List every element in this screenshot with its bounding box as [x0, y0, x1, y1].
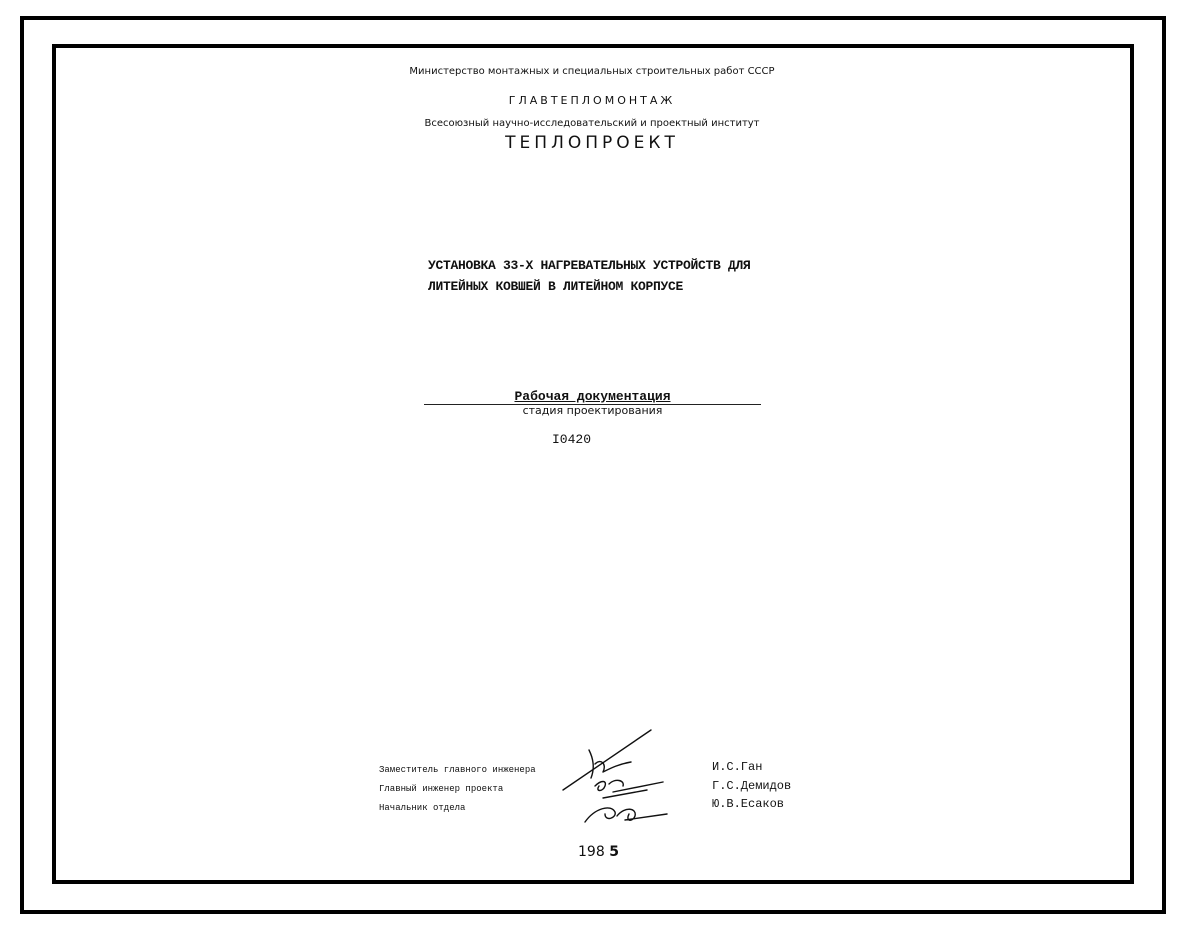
signature-3 — [585, 808, 667, 822]
agency-name: ГЛАВТЕПЛОМОНТАЖ — [508, 94, 676, 107]
signature-1 — [563, 730, 651, 790]
documentation-stage: стадия проектирования — [522, 404, 663, 417]
year-printed: 198 — [578, 844, 605, 860]
document-title-line-2: ЛИТЕЙНЫХ КОВШЕЙ В ЛИТЕЙНОМ КОРПУСЕ — [428, 279, 684, 294]
signatory-name: Ю.В.Есаков — [712, 797, 785, 811]
signatory-role: Начальник отдела — [379, 803, 466, 813]
documentation-type: Рабочая документация — [514, 389, 671, 404]
signatory-name: И.С.Ган — [712, 760, 763, 774]
signatory-role: Заместитель главного инженера — [379, 765, 536, 775]
ministry-name: Министерство монтажных и специальных строительных работ СССР — [409, 66, 775, 77]
year-digit: 5 — [609, 844, 619, 860]
year — [578, 844, 619, 860]
signature-2 — [595, 780, 663, 798]
handwritten-signatures — [555, 728, 705, 828]
institute-name: ТЕПЛОПРОЕКТ — [505, 133, 679, 153]
document-title-line-1: УСТАНОВКА 33-Х НАГРЕВАТЕЛЬНЫХ УСТРОЙСТВ ДЛЯ — [428, 258, 751, 273]
signatory-name: Г.С.Демидов — [712, 779, 792, 793]
project-code: I0420 — [552, 432, 592, 447]
signatory-role: Главный инженер проекта — [379, 784, 504, 794]
institute-description: Всесоюзный научно-исследовательский и проектный институт — [424, 118, 760, 129]
